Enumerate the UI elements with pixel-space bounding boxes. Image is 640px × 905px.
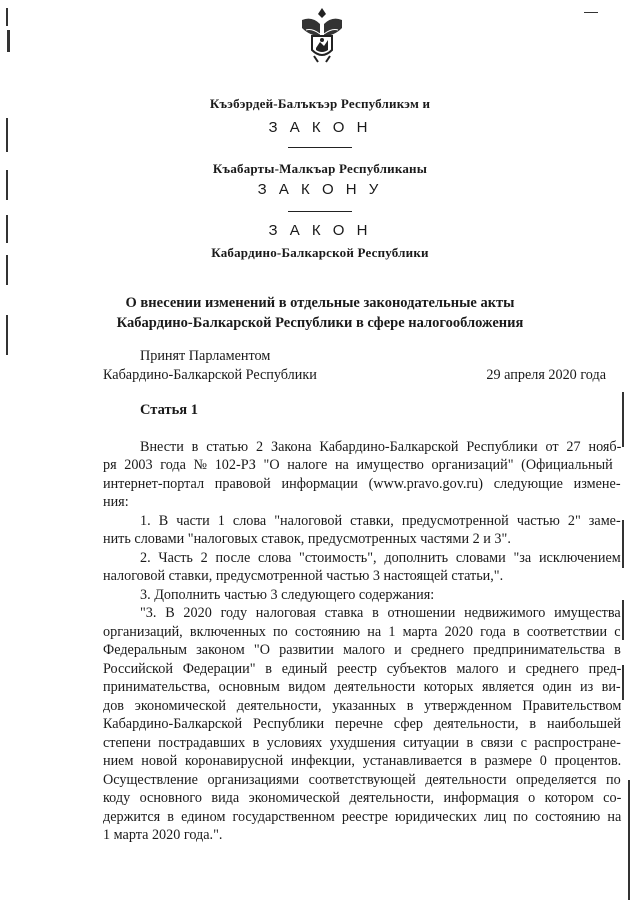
coat-of-arms-emblem <box>298 6 346 66</box>
article-line: налоговой ставки, предусмотренной частью 3 настоящей статьи,". <box>103 568 504 584</box>
article-line: 1. В части 1 слова "налоговой ставки, предусмотренной частью 2" заме- <box>140 513 621 529</box>
scan-edge-mark <box>622 520 624 568</box>
kabardian-republic-line: Къэбэрдей-Балъкъэр Республикэм и <box>209 96 431 111</box>
balkar-republic-line: Къабарты-Малкъар Республиканы <box>212 161 428 176</box>
article-line: 1 марта 2020 года.". <box>103 827 223 843</box>
scan-edge-mark <box>6 8 8 26</box>
kabardian-law-heading: З А К О Н <box>268 119 372 136</box>
article-line: организаций, включенных по состоянию на 1 марта 2020 года в соответствии с <box>103 624 621 640</box>
article-line: 3. Дополнить частью 3 следующего содержания: <box>140 587 435 603</box>
adoption-line-1: Принят Парламентом <box>140 348 271 364</box>
article-line: Российской Федерации" в единый реестр субъектов малого и среднего пред- <box>103 661 622 677</box>
article-line: Осуществление организациями соответствующей деятельности определяется по <box>103 772 621 788</box>
document-title-line-2: Кабардино-Балкарской Республики в сфере налогообложения <box>116 315 524 331</box>
russian-republic-line: Кабардино-Балкарской Республики <box>211 245 429 260</box>
scan-edge-mark <box>584 12 598 13</box>
article-line: 2. Часть 2 после слова "стоимость", дополнить словами "за исключением <box>140 550 621 566</box>
scan-edge-mark <box>628 780 630 900</box>
article-line: ния: <box>103 494 129 510</box>
scan-edge-mark <box>622 600 624 640</box>
article-line: держится в едином государственном реестре юридических лиц по состоянию на <box>103 809 622 825</box>
divider <box>288 211 352 212</box>
scan-edge-mark <box>622 392 624 447</box>
adoption-line-2: Кабардино-Балкарской Республики <box>103 367 317 383</box>
article-line: дов экономической деятельности, указанных в утвержденном Правительством <box>103 698 622 714</box>
article-line: нием новой коронавирусной инфекции, устанавливается в размере 0 процентов. <box>103 753 622 769</box>
article-line: степени пострадавших в условиях ухудшения ситуации в связи с распростране- <box>103 735 621 751</box>
article-line: интернет-портал правовой информации (www.pravo.gov.ru) следующие измене- <box>103 476 621 492</box>
article-line: Кабардино-Балкарской Республики перечне сфер деятельности, в наибольшей <box>103 716 621 732</box>
article-line: Внести в статью 2 Закона Кабардино-Балкарской Республики от 27 нояб- <box>140 439 622 455</box>
article-heading: Статья 1 <box>140 402 198 418</box>
adoption-date: 29 апреля 2020 года <box>486 367 606 383</box>
article-line: коду основного вида экономической деятельности, информация о котором со- <box>103 790 622 806</box>
divider <box>288 147 352 148</box>
balkar-law-heading: З А К О Н У <box>257 181 383 198</box>
article-line: ря 2003 года № 102-РЗ "О налоге на имущество организаций" (Официальный <box>103 457 613 473</box>
article-line: принимательства, основным видом деятельности которых является один из ви- <box>103 679 621 695</box>
russian-law-heading: З А К О Н <box>268 222 372 239</box>
scan-edge-mark <box>7 30 10 52</box>
scan-edge-mark <box>622 665 624 700</box>
document-title-line-1: О внесении изменений в отдельные законодательные акты <box>125 295 515 311</box>
article-line: нить словами "налоговых ставок, предусмотренных частями 2 и 3". <box>103 531 511 547</box>
article-line: Федеральным законом "О развитии малого и среднего предпринимательства в <box>103 642 621 658</box>
article-line: "3. В 2020 году налоговая ставка в отношении недвижимого имущества <box>140 605 621 621</box>
